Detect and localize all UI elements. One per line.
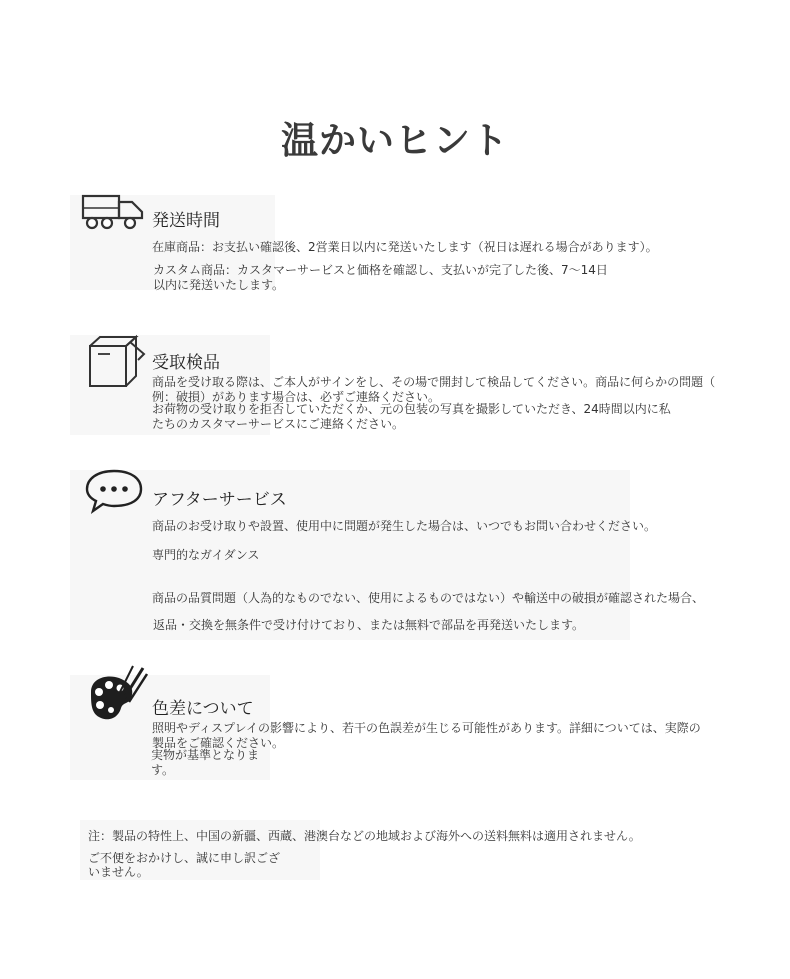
section-heading-inspection: 受取検品: [152, 353, 220, 373]
after-service-line-1: 商品のお受け取りや設置、使用中に問題が発生した場合は、いつでもお問い合わせください。: [152, 519, 657, 533]
note-line-2: ご不便をおかけし、誠に申し訳ござ: [88, 851, 281, 865]
shipping-line-3: 以内に発送いたします。: [153, 278, 285, 292]
color-line-3: 実物が基準となりま: [151, 748, 260, 762]
truck-icon: [80, 192, 150, 232]
section-heading-after-service: アフターサービス: [152, 490, 287, 510]
page-title: 温かいヒント: [281, 119, 509, 162]
note-line-3: いません。: [88, 865, 149, 879]
palette-icon: [83, 664, 151, 726]
shipping-line-2: カスタム商品：カスタマーサービスと価格を確認し、支払いが完了した後、7〜14日: [153, 263, 608, 277]
section-heading-color: 色差について: [152, 699, 254, 719]
shipping-line-1: 在庫商品：お支払い確認後、2営業日以内に発送いたします（祝日は遅れる場合があります）。: [152, 240, 658, 254]
chat-bubble-icon: [84, 468, 144, 514]
inspection-line-1: 商品を受け取る際は、ご本人がサインをし、その場で開封して検品してください。商品に何らかの問題（: [152, 375, 716, 389]
inspection-line-2: 例：破損）があります場合は、必ずご連絡ください。: [152, 390, 441, 404]
inspection-line-4: たちのカスタマーサービスにご連絡ください。: [152, 417, 405, 431]
after-service-line-4: 返品・交換を無条件で受け付けており、または無料で部品を再発送いたします。: [153, 618, 585, 632]
color-line-4: す。: [151, 763, 175, 777]
inspection-line-3: お荷物の受け取りを拒否していただくか、元の包装の写真を撮影していただき、24時間以内に私: [152, 402, 671, 416]
box-icon: [86, 334, 148, 388]
color-line-1: 照明やディスプレイの影響により、若干の色誤差が生じる可能性があります。詳細については、実際の: [152, 721, 701, 735]
after-service-line-2: 専門的なガイダンス: [152, 548, 260, 562]
after-service-line-3: 商品の品質問題（人為的なものでない、使用によるものではない）や輸送中の破損が確認された場合、: [152, 591, 705, 605]
color-line-2: 製品をご確認ください。: [152, 736, 285, 750]
section-heading-shipping: 発送時間: [152, 211, 220, 231]
note-line-1: 注：製品の特性上、中国の新疆、西蔵、港澳台などの地域および海外への送料無料は適用されません。: [88, 829, 641, 843]
